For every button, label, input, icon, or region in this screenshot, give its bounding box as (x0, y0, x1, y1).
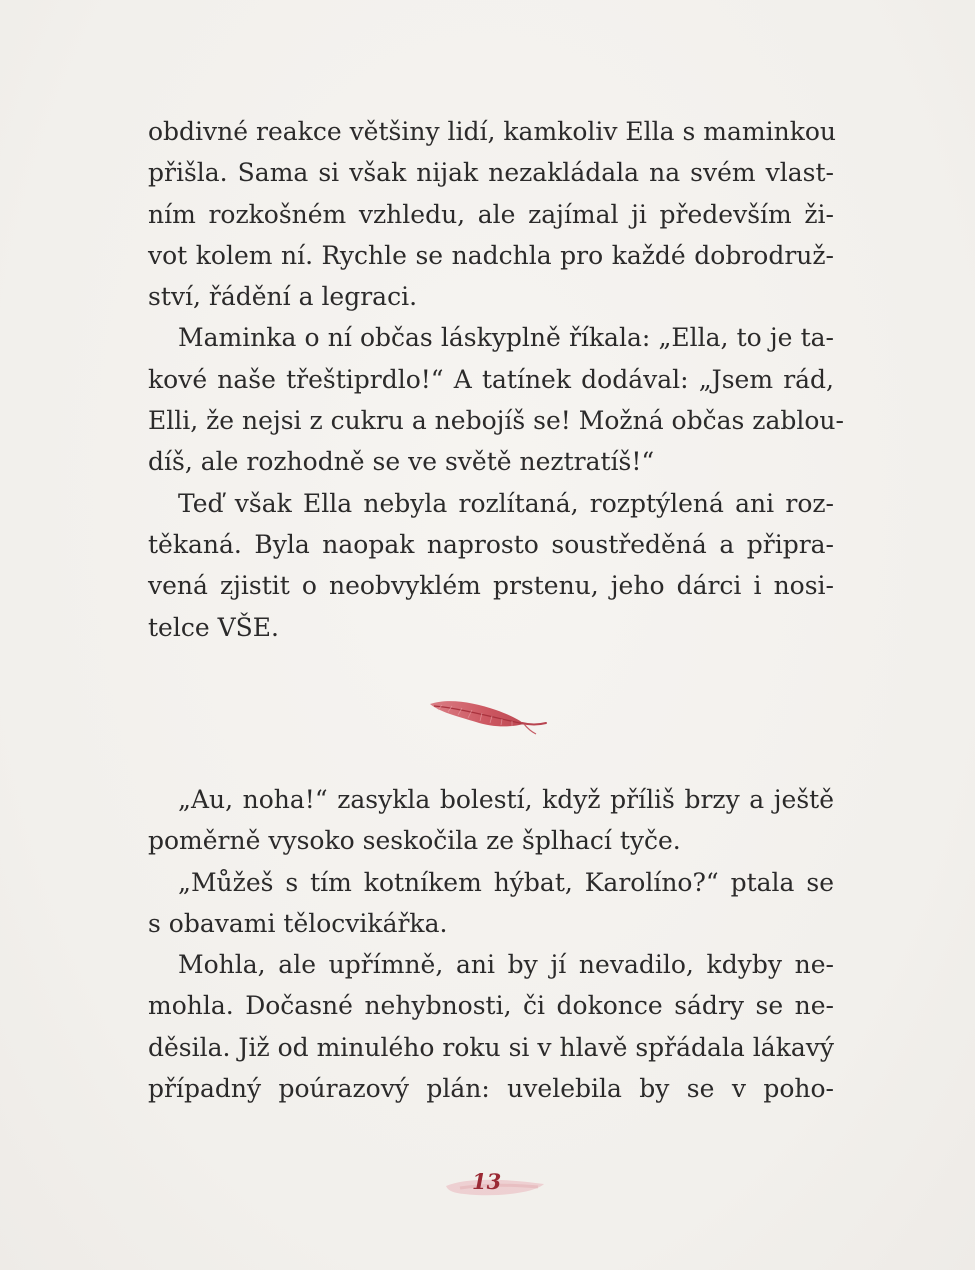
text-line: případný poúrazový plán: uvelebila by se v poho- (148, 1074, 834, 1104)
page-number-area (440, 1164, 550, 1204)
text-line: přišla. Sama si však nijak nezakládala na svém vlast- (148, 158, 834, 188)
text-line: „Můžeš s tím kotníkem hýbat, Karolíno?“ ptala se (178, 867, 834, 897)
text-line: vená zjistit o neobvyklém prstenu, jeho dárci i nosi- (148, 571, 834, 601)
text-line: kové naše třeštiprdlo!“ A tatínek dodával: „Jsem rád, (148, 364, 834, 394)
page-number: 13 (472, 1169, 502, 1194)
text-line: Maminka o ní občas láskyplně říkala: „Ella, to je ta- (178, 323, 834, 353)
text-line: vot kolem ní. Rychle se nadchla pro každé dobrodruž- (148, 240, 834, 270)
text-line: telce VŠE. (148, 612, 279, 642)
text-line: obdivné reakce většiny lidí, kamkoliv Ella s maminkou (148, 117, 837, 146)
text-line: „Au, noha!“ zasykla bolestí, když příliš brzy a ještě (178, 785, 834, 814)
text-line: Elli, že nejsi z cukru a nebojíš se! Možná občas zablou- (148, 406, 844, 436)
text-section-2 (148, 779, 834, 1109)
text-line: ství, řádění a legraci. (148, 282, 418, 312)
text-section-1 (148, 111, 844, 648)
feather-icon (428, 694, 548, 738)
text-line: těkaná. Byla naopak naprosto soustředěná a připra- (148, 529, 834, 559)
text-line: ním rozkošném vzhledu, ale zajímal ji především ži- (148, 199, 834, 229)
text-line: mohla. Dočasné nehybnosti, či dokonce sádry se ne- (148, 991, 834, 1021)
text-line: děsila. Již od minulého roku si v hlavě spřádala lákavý (148, 1032, 834, 1062)
text-line: poměrně vysoko seskočila ze šplhací tyče. (148, 826, 681, 856)
text-line: Teď však Ella nebyla rozlítaná, rozptýlená ani roz- (178, 488, 834, 518)
text-line: Mohla, ale upřímně, ani by jí nevadilo, kdyby ne- (178, 950, 834, 980)
text-line: s obavami tělocvikářka. (148, 908, 448, 938)
text-line: díš, ale rozhodně se ve světě neztratíš!“ (148, 447, 655, 477)
